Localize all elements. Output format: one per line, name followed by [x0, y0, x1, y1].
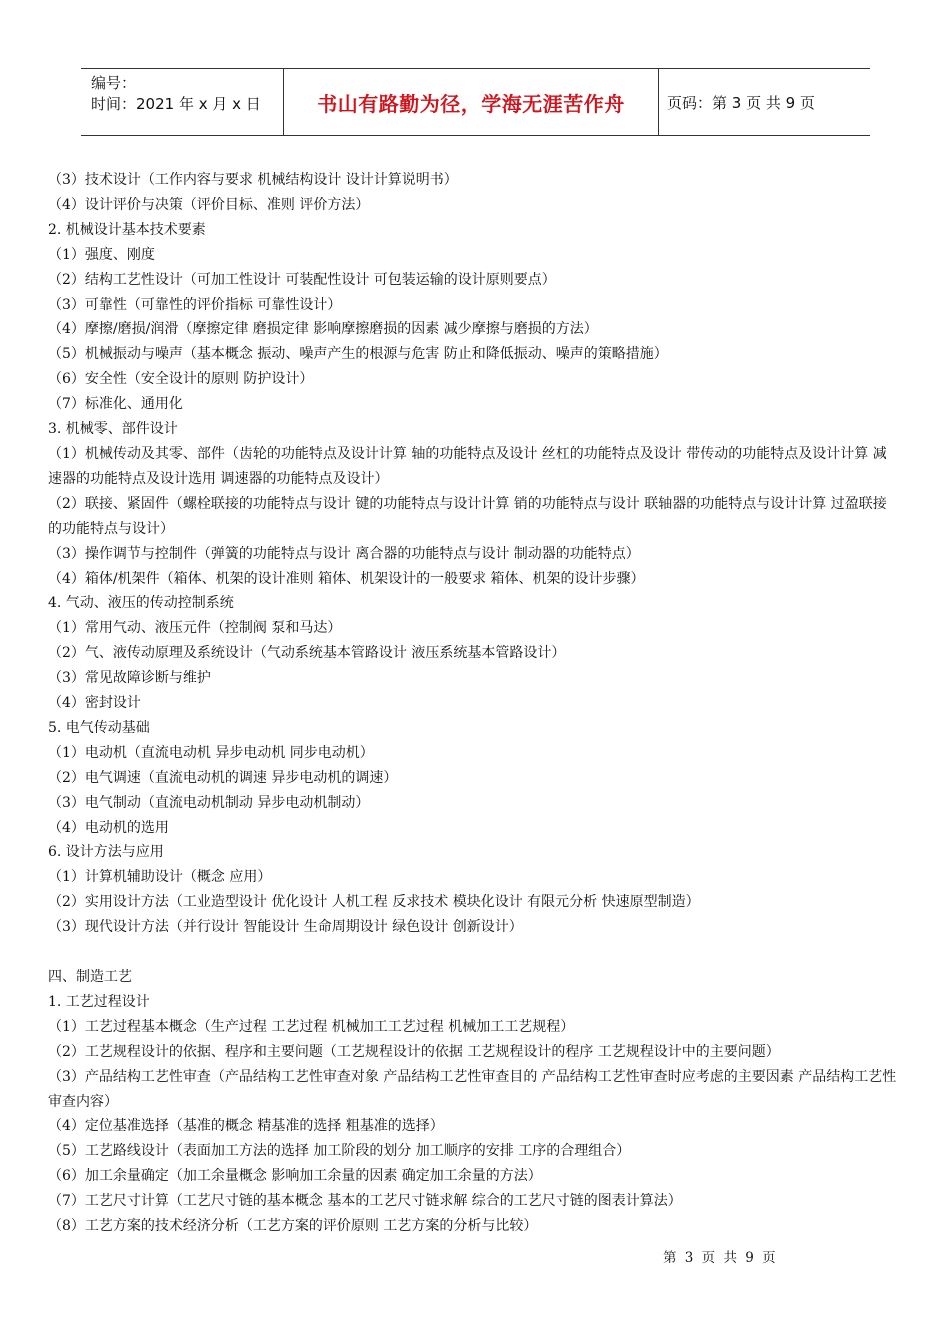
text-line: （2）电气调速（直流电动机的调速 异步电动机的调速） — [48, 769, 398, 786]
text-line: （3）可靠性（可靠性的评价指标 可靠性设计） — [48, 296, 342, 313]
text-line: （4）电动机的选用 — [48, 819, 169, 836]
text-line: （4）设计评价与决策（评价目标、准则 评价方法） — [48, 196, 370, 213]
text-line: （3）电气制动（直流电动机制动 异步电动机制动） — [48, 794, 370, 811]
text-line: （2）实用设计方法（工业造型设计 优化设计 人机工程 反求技术 模块化设计 有限元分析 快速原型制造） — [48, 894, 700, 911]
text-line: （3）产品结构工艺性审查（产品结构工艺性审查对象 产品结构工艺性审查目的 产品结构工艺性审查时应考虑的主要因素 产品结构工艺性审查内容） — [48, 1068, 897, 1110]
code-label: 编号： — [91, 74, 137, 92]
text-line: 4. 气动、液压的传动控制系统 — [48, 595, 234, 612]
text-line: （1）常用气动、液压元件（控制阀 泵和马达） — [48, 620, 342, 637]
blank-line — [48, 940, 900, 965]
page-footer: 第 3 页 共 9 页 — [663, 1250, 778, 1266]
text-line: （7）标准化、通用化 — [48, 396, 183, 413]
date-label: 时间：2021 年 x 月 x 日 — [91, 95, 261, 113]
text-line: （4）摩擦/磨损/润滑（摩擦定律 磨损定律 影响摩擦磨损的因素 减少摩擦与磨损的方法） — [48, 321, 598, 338]
text-line: （7）工艺尺寸计算（工艺尺寸链的基本概念 基本的工艺尺寸链求解 综合的工艺尺寸链的图表计算法） — [48, 1193, 682, 1210]
text-line: （1）电动机（直流电动机 异步电动机 同步电动机） — [48, 744, 374, 761]
text-line: （3）现代设计方法（并行设计 智能设计 生命周期设计 绿色设计 创新设计） — [48, 919, 523, 936]
text-line: （6）加工余量确定（加工余量概念 影响加工余量的因素 确定加工余量的方法） — [48, 1168, 542, 1185]
text-line: 3. 机械零、部件设计 — [48, 421, 178, 438]
text-line: （2）气、液传动原理及系统设计（气动系统基本管路设计 液压系统基本管路设计） — [48, 645, 566, 662]
text-line: （6）安全性（安全设计的原则 防护设计） — [48, 371, 314, 388]
text-line: （5）工艺路线设计（表面加工方法的选择 加工阶段的划分 加工顺序的安排 工序的合理组合） — [48, 1143, 631, 1160]
text-line: （4）密封设计 — [48, 695, 141, 712]
header-page-label: 页码：第 3 页 共 9 页 — [667, 93, 815, 112]
document-body — [48, 168, 900, 1239]
text-line: 5. 电气传动基础 — [48, 719, 150, 736]
text-line: （2）工艺规程设计的依据、程序和主要问题（工艺规程设计的依据 工艺规程设计的程序 工艺规程设计中的主要问题） — [48, 1043, 780, 1060]
text-line: 6. 设计方法与应用 — [48, 844, 164, 861]
header-motto: 书山有路勤为径，学海无涯苦作舟 — [284, 69, 659, 135]
text-line: （1）强度、刚度 — [48, 246, 155, 263]
text-line: 四、制造工艺 — [48, 968, 132, 985]
text-line: 2. 机械设计基本技术要素 — [48, 221, 206, 238]
text-line: （2）结构工艺性设计（可加工性设计 可装配性设计 可包装运输的设计原则要点） — [48, 271, 556, 288]
text-line: （4）箱体/机架件（箱体、机架的设计准则 箱体、机架设计的一般要求 箱体、机架的设计步骤） — [48, 570, 645, 587]
text-line: （3）技术设计（工作内容与要求 机械结构设计 设计计算说明书） — [48, 172, 458, 188]
header-info-cell — [81, 69, 284, 135]
text-line: （1）工艺过程基本概念（生产过程 工艺过程 机械加工工艺过程 机械加工工艺规程） — [48, 1018, 575, 1035]
page-header — [81, 68, 870, 136]
text-line: （3）操作调节与控制件（弹簧的功能特点与设计 离合器的功能特点与设计 制动器的功能特点） — [48, 545, 640, 562]
text-line: （1）机械传动及其零、部件（齿轮的功能特点及设计计算 轴的功能特点及设计 丝杠的功能特点及设计 带传动的功能特点及设计计算 减速器的功能特点及设计选用 调速器的功能特点及设计） — [48, 445, 887, 487]
text-line: （3）常见故障诊断与维护 — [48, 670, 211, 687]
text-line: （1）计算机辅助设计（概念 应用） — [48, 869, 272, 886]
text-line: （8）工艺方案的技术经济分析（工艺方案的评价原则 工艺方案的分析与比较） — [48, 1218, 538, 1235]
text-line: 1. 工艺过程设计 — [48, 993, 150, 1010]
text-line: （2）联接、紧固件（螺栓联接的功能特点与设计 键的功能特点与设计计算 销的功能特点与设计 联轴器的功能特点与设计计算 过盈联接的功能特点与设计） — [48, 495, 887, 537]
text-line: （4）定位基准选择（基准的概念 精基准的选择 粗基准的选择） — [48, 1118, 444, 1135]
text-line: （5）机械振动与噪声（基本概念 振动、噪声产生的根源与危害 防止和降低振动、噪声的策略措施） — [48, 346, 668, 363]
